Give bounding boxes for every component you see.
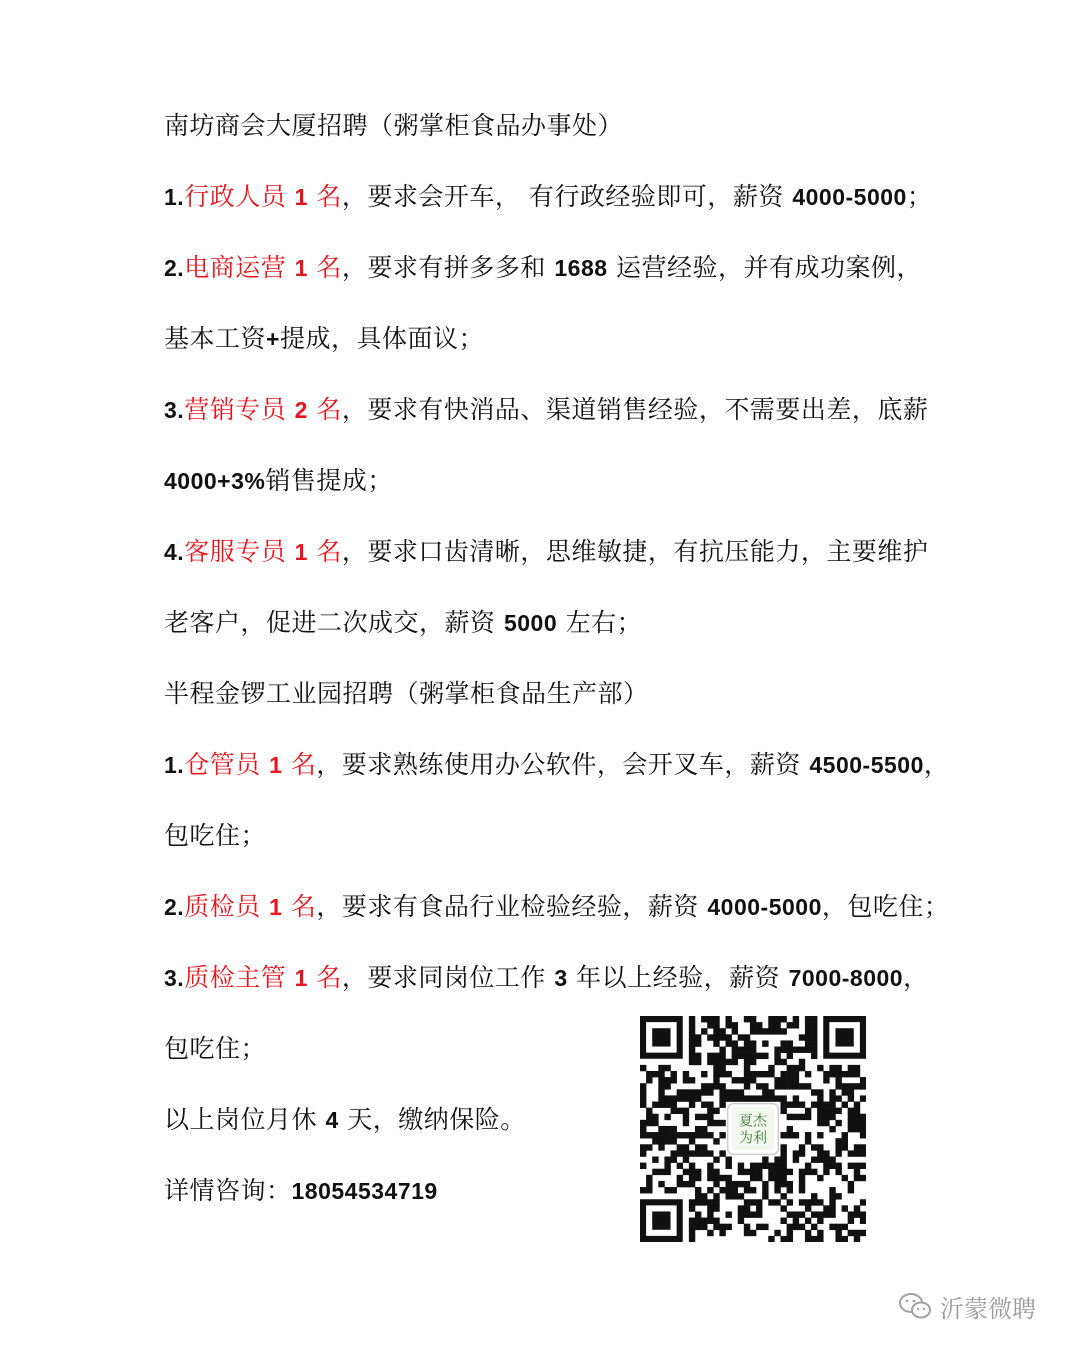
job-number: 3.: [164, 397, 185, 423]
job-number: 1.: [164, 752, 185, 778]
job-count-unit: 名: [316, 537, 342, 566]
job-line: [164, 871, 950, 942]
job-count-unit: 名: [316, 182, 342, 211]
contact-label: 详情咨询：: [164, 1176, 292, 1205]
job-count: 1: [269, 752, 283, 778]
job-description: ，要求熟练使用办公软件，会开叉车，薪资 4500-5500，: [316, 750, 950, 779]
job-description: ，要求会开车， 有行政经验即可，薪资 4000-5000；: [341, 182, 933, 211]
job-line: [164, 161, 944, 232]
job-title: 客服专员: [184, 537, 287, 566]
job-line-continued: [164, 587, 944, 658]
qr-code: [640, 1016, 866, 1242]
job-line-continued: [164, 800, 944, 871]
job-line: [164, 232, 944, 303]
job-number: 1.: [164, 184, 185, 210]
job-count-unit: 名: [316, 395, 342, 424]
job-line: [164, 516, 944, 587]
job-title: 行政人员: [184, 182, 287, 211]
watermark: [898, 1288, 1036, 1324]
job-count-unit: 名: [316, 253, 342, 282]
job-description: 包吃住；: [164, 1034, 267, 1063]
footer-note: 以上岗位月休 4 天，缴纳保险。: [164, 1105, 526, 1134]
job-number: 3.: [164, 965, 185, 991]
job-title: 质检主管: [184, 963, 287, 992]
qr-logo-text: 为利: [739, 1130, 767, 1147]
job-description: 包吃住；: [164, 821, 267, 850]
job-title: 质检员: [184, 892, 261, 921]
job-description: ，要求有食品行业检验经验，薪资 4000-5000，包吃住；: [316, 892, 950, 921]
job-line: [164, 729, 950, 800]
watermark-text: 沂蒙微聘: [940, 1294, 1036, 1323]
job-line-continued: [164, 445, 944, 516]
section-title: 南坊商会大厦招聘（粥掌柜食品办事处）: [164, 111, 624, 140]
job-count: 1: [294, 539, 308, 565]
job-title: 仓管员: [184, 750, 261, 779]
job-count-unit: 名: [316, 963, 342, 992]
job-count: 1: [294, 255, 308, 281]
job-count: 1: [269, 894, 283, 920]
job-count-unit: 名: [290, 750, 317, 779]
job-number: 2.: [164, 255, 185, 281]
job-count: 1: [294, 184, 308, 210]
job-title: 电商运营: [184, 253, 287, 282]
job-count: 1: [294, 965, 308, 991]
job-number: 2.: [164, 894, 185, 920]
job-description: 4000+3%销售提成；: [164, 466, 393, 495]
job-description: ，要求口齿清晰，思维敏捷，有抗压能力，主要维护: [341, 537, 929, 566]
qr-logo-text: 夏杰: [739, 1113, 767, 1130]
job-description: ，要求有拼多多和 1688 运营经验，并有成功案例，: [341, 253, 922, 282]
job-line-continued: [164, 303, 944, 374]
job-count-unit: 名: [290, 892, 317, 921]
job-description: ，要求有快消品、渠道销售经验，不需要出差，底薪: [341, 395, 929, 424]
contact-phone: 18054534719: [291, 1178, 438, 1204]
job-count: 2: [294, 397, 308, 423]
job-description: ，要求同岗位工作 3 年以上经验，薪资 7000-8000，: [341, 963, 929, 992]
job-line: [164, 942, 944, 1013]
job-title: 营销专员: [184, 395, 287, 424]
wechat-icon: [898, 1291, 932, 1321]
job-description: 老客户，促进二次成交，薪资 5000 左右；: [164, 608, 643, 637]
job-line: [164, 374, 944, 445]
job-number: 4.: [164, 539, 185, 565]
job-description: 基本工资+提成，具体面议；: [164, 324, 484, 353]
section-title: 半程金锣工业园招聘（粥掌柜食品生产部）: [164, 679, 649, 708]
